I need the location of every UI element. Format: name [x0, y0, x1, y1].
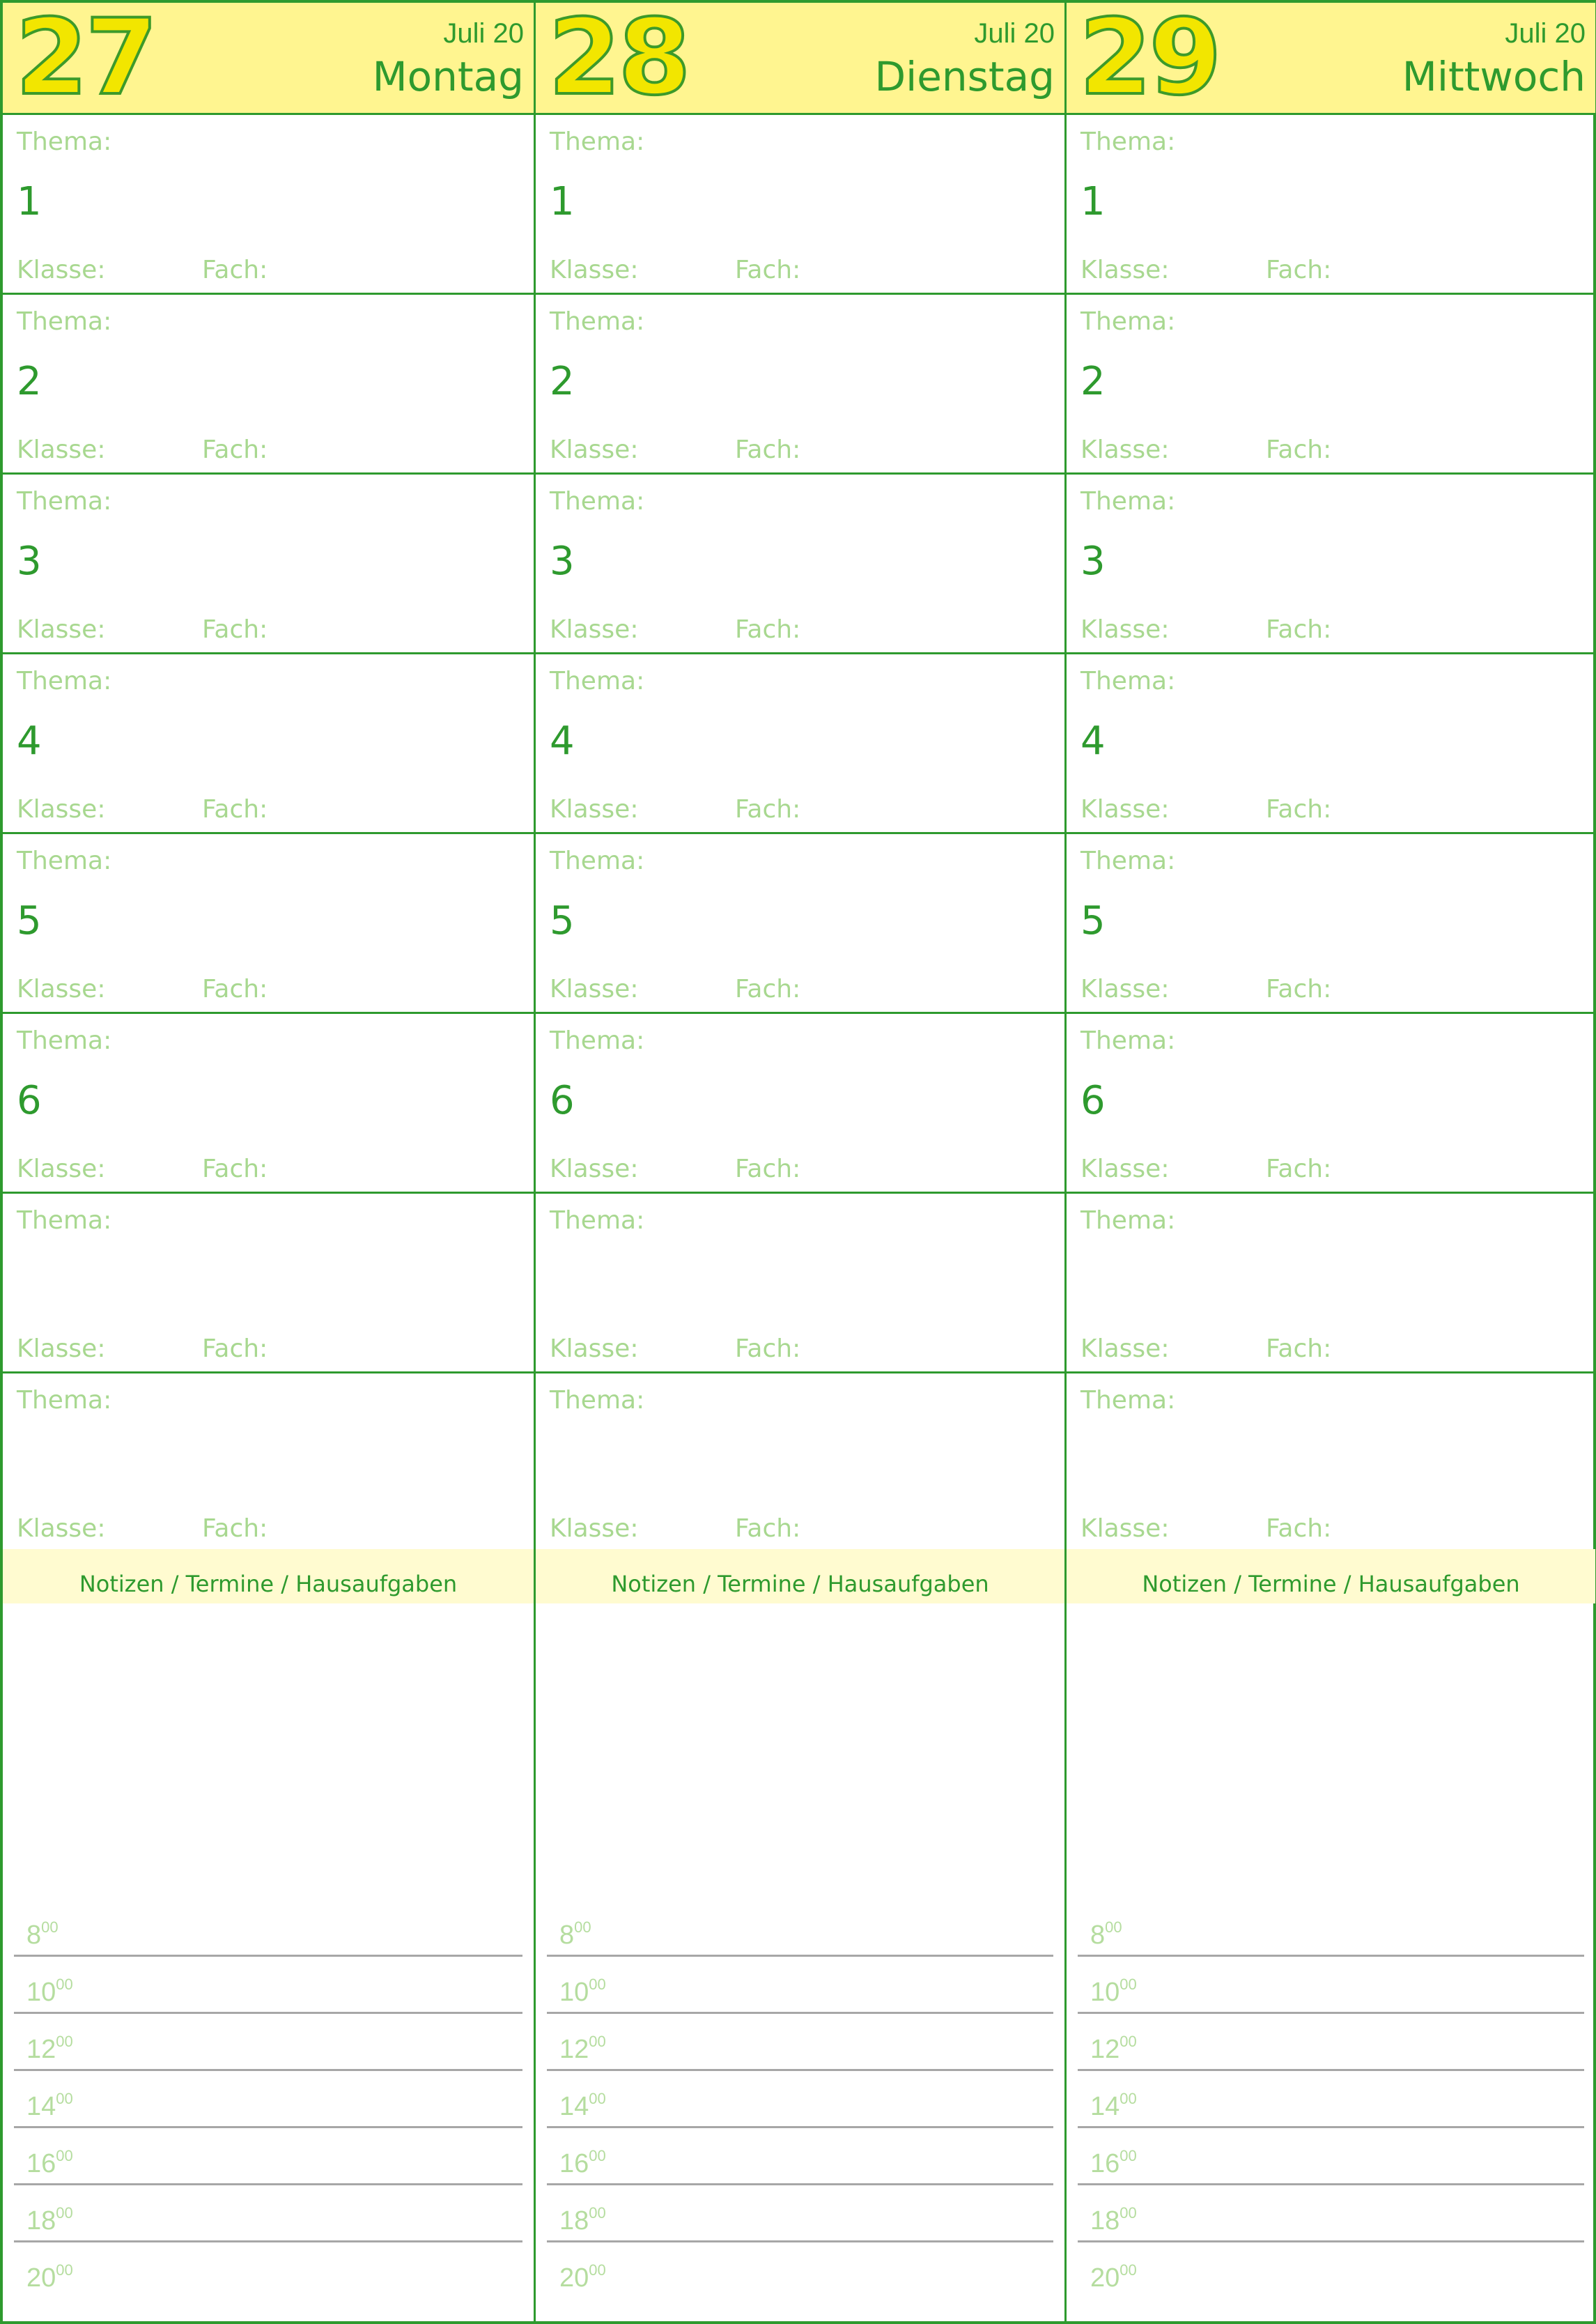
thema-label: Thema:	[550, 847, 645, 875]
lesson-slot[interactable]	[1067, 115, 1595, 295]
lesson-list	[536, 115, 1064, 1553]
lesson-slot[interactable]	[536, 115, 1064, 295]
lesson-slot[interactable]	[536, 1194, 1064, 1373]
notes-title: Notizen / Termine / Hausaufgaben	[1067, 1549, 1595, 1603]
lesson-slot[interactable]	[1067, 834, 1595, 1014]
lesson-number: 3	[1080, 539, 1106, 584]
lesson-number: 5	[1080, 898, 1106, 944]
notes-section[interactable]	[536, 1549, 1064, 2321]
day-number: 29	[1079, 0, 1219, 118]
lesson-slot[interactable]	[1067, 1194, 1595, 1373]
lesson-slot[interactable]	[3, 834, 534, 1014]
thema-label: Thema:	[1080, 128, 1176, 156]
time-label: $20^{00}$	[559, 2261, 606, 2293]
thema-label: Thema:	[17, 128, 112, 156]
thema-label: Thema:	[17, 1026, 112, 1055]
fach-label: Fach:	[202, 1514, 268, 1543]
thema-label: Thema:	[550, 1206, 645, 1235]
fach-label: Fach:	[202, 795, 268, 824]
lesson-number: 1	[550, 179, 575, 224]
fach-label: Fach:	[202, 436, 268, 464]
lesson-slot[interactable]	[3, 1194, 534, 1373]
klasse-label: Klasse:	[1080, 256, 1170, 284]
lesson-number: 2	[17, 359, 42, 404]
lesson-slot[interactable]	[1067, 295, 1595, 475]
lesson-number: 3	[17, 539, 42, 584]
thema-label: Thema:	[1080, 1386, 1176, 1415]
day-column-wednesday	[1064, 0, 1595, 2321]
fach-label: Fach:	[1266, 615, 1332, 644]
fach-label: Fach:	[735, 256, 801, 284]
day-header	[3, 0, 534, 118]
lesson-slot[interactable]	[3, 115, 534, 295]
fach-label: Fach:	[1266, 256, 1332, 284]
thema-label: Thema:	[550, 667, 645, 695]
lesson-slot[interactable]	[3, 475, 534, 654]
klasse-label: Klasse:	[550, 436, 639, 464]
fach-label: Fach:	[1266, 436, 1332, 464]
time-slot[interactable]	[1078, 2012, 1584, 2071]
fach-label: Fach:	[202, 1334, 268, 1363]
klasse-label: Klasse:	[1080, 975, 1170, 1003]
klasse-label: Klasse:	[550, 1155, 639, 1183]
time-label: $10^{00}$	[26, 1976, 73, 2007]
weekday-label: Mittwoch	[1402, 53, 1586, 100]
day-number: 27	[15, 0, 155, 118]
time-label: $18^{00}$	[559, 2204, 606, 2235]
time-slot[interactable]	[547, 2069, 1053, 2128]
month-label: Juli 20	[1505, 18, 1586, 49]
fach-label: Fach:	[1266, 1334, 1332, 1363]
fach-label: Fach:	[735, 1514, 801, 1543]
time-slot[interactable]	[14, 2126, 522, 2185]
time-label: $16^{00}$	[26, 2147, 73, 2178]
lesson-slot[interactable]	[1067, 654, 1595, 834]
time-slot[interactable]	[14, 1898, 522, 1957]
day-header	[1067, 0, 1595, 118]
time-label: $16^{00}$	[559, 2147, 606, 2178]
time-slot[interactable]	[1078, 1898, 1584, 1957]
time-label: $18^{00}$	[26, 2204, 73, 2235]
time-label: $16^{00}$	[1090, 2147, 1137, 2178]
day-header	[536, 0, 1064, 118]
notes-title: Notizen / Termine / Hausaufgaben	[536, 1549, 1064, 1603]
time-label: $10^{00}$	[559, 1976, 606, 2007]
thema-label: Thema:	[550, 307, 645, 336]
lesson-list	[1067, 115, 1595, 1553]
fach-label: Fach:	[735, 975, 801, 1003]
time-slot[interactable]	[547, 2126, 1053, 2185]
lesson-slot[interactable]	[536, 1014, 1064, 1194]
fach-label: Fach:	[202, 975, 268, 1003]
fach-label: Fach:	[735, 615, 801, 644]
klasse-label: Klasse:	[550, 795, 639, 824]
time-slot[interactable]	[547, 2012, 1053, 2071]
time-slot[interactable]	[1078, 2126, 1584, 2185]
thema-label: Thema:	[17, 487, 112, 516]
thema-label: Thema:	[550, 487, 645, 516]
time-slot[interactable]	[14, 2183, 522, 2242]
lesson-slot[interactable]	[1067, 475, 1595, 654]
time-slot[interactable]	[547, 1955, 1053, 2014]
lesson-slot[interactable]	[536, 834, 1064, 1014]
thema-label: Thema:	[17, 1206, 112, 1235]
time-slot[interactable]	[1078, 1955, 1584, 2014]
day-column-monday	[3, 0, 534, 2321]
day-number: 28	[548, 0, 688, 118]
thema-label: Thema:	[550, 1026, 645, 1055]
lesson-slot[interactable]	[3, 1014, 534, 1194]
notes-section[interactable]	[1067, 1549, 1595, 2321]
lesson-slot[interactable]	[1067, 1014, 1595, 1194]
time-label: $12^{00}$	[26, 2033, 73, 2064]
time-slot[interactable]	[547, 2183, 1053, 2242]
klasse-label: Klasse:	[1080, 1334, 1170, 1363]
thema-label: Thema:	[17, 847, 112, 875]
weekday-label: Dienstag	[874, 53, 1055, 100]
lesson-slot[interactable]	[536, 654, 1064, 834]
klasse-label: Klasse:	[550, 256, 639, 284]
fach-label: Fach:	[1266, 1155, 1332, 1183]
klasse-label: Klasse:	[17, 975, 106, 1003]
thema-label: Thema:	[1080, 307, 1176, 336]
lesson-number: 5	[17, 898, 42, 944]
time-label: $20^{00}$	[26, 2261, 73, 2293]
lesson-number: 2	[1080, 359, 1106, 404]
thema-label: Thema:	[550, 1386, 645, 1415]
fach-label: Fach:	[202, 256, 268, 284]
fach-label: Fach:	[1266, 975, 1332, 1003]
lesson-number: 2	[550, 359, 575, 404]
day-column-tuesday	[534, 0, 1064, 2321]
time-slot[interactable]	[1078, 2069, 1584, 2128]
time-label: $12^{00}$	[1090, 2033, 1137, 2064]
time-slot[interactable]	[14, 2240, 522, 2298]
klasse-label: Klasse:	[17, 795, 106, 824]
klasse-label: Klasse:	[550, 975, 639, 1003]
time-label: $18^{00}$	[1090, 2204, 1137, 2235]
time-label: $12^{00}$	[559, 2033, 606, 2064]
weekday-label: Montag	[372, 53, 524, 100]
time-label: $8^{00}$	[559, 1918, 591, 1950]
thema-label: Thema:	[17, 667, 112, 695]
klasse-label: Klasse:	[17, 1155, 106, 1183]
time-slot[interactable]	[14, 2069, 522, 2128]
klasse-label: Klasse:	[17, 436, 106, 464]
lesson-number: 1	[17, 179, 42, 224]
time-label: $8^{00}$	[1090, 1918, 1122, 1950]
time-slot[interactable]	[1078, 2240, 1584, 2298]
lesson-number: 3	[550, 539, 575, 584]
klasse-label: Klasse:	[17, 615, 106, 644]
lesson-list	[3, 115, 534, 1553]
time-label: $14^{00}$	[1090, 2090, 1137, 2121]
time-slot[interactable]	[547, 1898, 1053, 1957]
lesson-slot[interactable]	[3, 1373, 534, 1553]
thema-label: Thema:	[17, 1386, 112, 1415]
klasse-label: Klasse:	[1080, 1155, 1170, 1183]
lesson-number: 6	[550, 1078, 575, 1123]
lesson-slot[interactable]	[1067, 1373, 1595, 1553]
thema-label: Thema:	[1080, 847, 1176, 875]
fach-label: Fach:	[1266, 795, 1332, 824]
time-slot[interactable]	[1078, 2183, 1584, 2242]
thema-label: Thema:	[17, 307, 112, 336]
klasse-label: Klasse:	[1080, 615, 1170, 644]
notes-title: Notizen / Termine / Hausaufgaben	[3, 1549, 534, 1603]
klasse-label: Klasse:	[1080, 436, 1170, 464]
lesson-slot[interactable]	[3, 295, 534, 475]
thema-label: Thema:	[1080, 667, 1176, 695]
fach-label: Fach:	[735, 1155, 801, 1183]
klasse-label: Klasse:	[17, 256, 106, 284]
lesson-number: 6	[1080, 1078, 1106, 1123]
fach-label: Fach:	[1266, 1514, 1332, 1543]
month-label: Juli 20	[443, 18, 524, 49]
thema-label: Thema:	[1080, 1026, 1176, 1055]
thema-label: Thema:	[1080, 1206, 1176, 1235]
time-label: $20^{00}$	[1090, 2261, 1137, 2293]
fach-label: Fach:	[735, 436, 801, 464]
lesson-slot[interactable]	[536, 295, 1064, 475]
notes-section[interactable]	[3, 1549, 534, 2321]
time-slot[interactable]	[14, 2012, 522, 2071]
thema-label: Thema:	[1080, 487, 1176, 516]
time-label: $8^{00}$	[26, 1918, 59, 1950]
klasse-label: Klasse:	[17, 1514, 106, 1543]
klasse-label: Klasse:	[17, 1334, 106, 1363]
lesson-slot[interactable]	[536, 475, 1064, 654]
time-slot[interactable]	[14, 1955, 522, 2014]
klasse-label: Klasse:	[550, 615, 639, 644]
lesson-number: 4	[17, 718, 42, 764]
fach-label: Fach:	[735, 1334, 801, 1363]
lesson-slot[interactable]	[536, 1373, 1064, 1553]
klasse-label: Klasse:	[550, 1514, 639, 1543]
thema-label: Thema:	[550, 128, 645, 156]
lesson-number: 4	[1080, 718, 1106, 764]
lesson-number: 1	[1080, 179, 1106, 224]
time-label: $14^{00}$	[559, 2090, 606, 2121]
time-label: $14^{00}$	[26, 2090, 73, 2121]
lesson-slot[interactable]	[3, 654, 534, 834]
klasse-label: Klasse:	[1080, 1514, 1170, 1543]
lesson-number: 5	[550, 898, 575, 944]
lesson-number: 6	[17, 1078, 42, 1123]
time-slot[interactable]	[547, 2240, 1053, 2298]
fach-label: Fach:	[202, 615, 268, 644]
klasse-label: Klasse:	[1080, 795, 1170, 824]
klasse-label: Klasse:	[550, 1334, 639, 1363]
fach-label: Fach:	[735, 795, 801, 824]
time-label: $10^{00}$	[1090, 1976, 1137, 2007]
month-label: Juli 20	[974, 18, 1055, 49]
fach-label: Fach:	[202, 1155, 268, 1183]
lesson-number: 4	[550, 718, 575, 764]
